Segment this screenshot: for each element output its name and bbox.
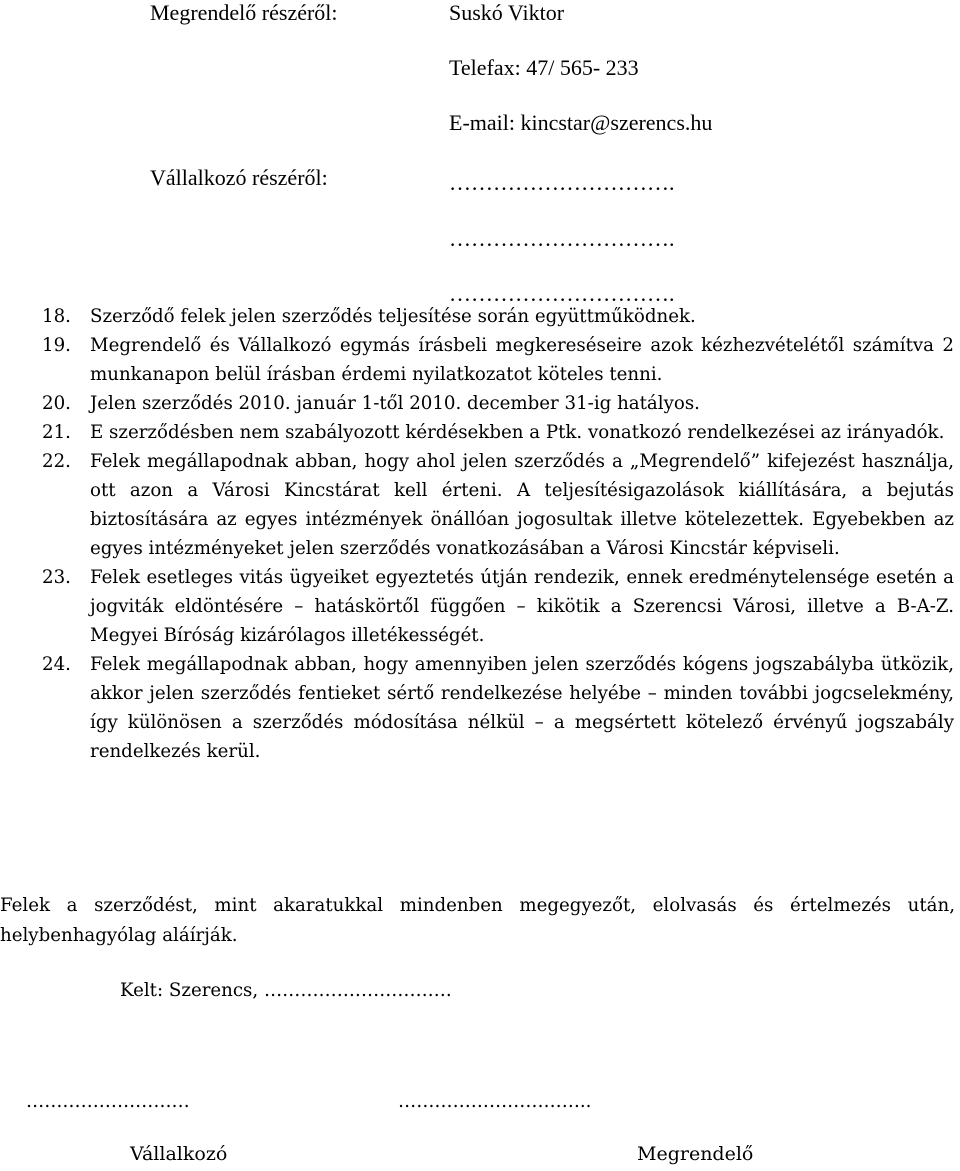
client-email: E-mail: kincstar@szerencs.hu: [449, 110, 713, 135]
clause-text: Felek megállapodnak abban, hogy amennyiben jelen szerződés kógens jogszabályba ütközik, akkor jelen szerződés fentieket sértő rendelkezése helyébe – minden további jogcselekmény, így különösen a szerződés módosítása nélkül – a megsértett kötelező érvényű jogszabály rendelkezés kerül.: [90, 654, 954, 762]
clause-text: Jelen szerződés 2010. január 1-től 2010. december 31-ig hatályos.: [90, 393, 700, 414]
client-signature-line: …………………………..: [398, 1091, 592, 1112]
clause-number: 18.: [42, 306, 71, 327]
clause-number: 20.: [42, 393, 71, 414]
contractor-signature-label: Vállalkozó: [130, 1143, 228, 1165]
clause-text: Felek megállapodnak abban, hogy ahol jelen szerződés a „Megrendelő” kifejezést használja, ott azon a Városi Kincstárat kell érteni. A teljesítésigazolások kiállítására, a bejutás biztosítására az egyes intézmények önállóan jogosultak illetve kötelezettek. Egyebekben az egyes intézményeket jelen szerződés vonatkozásában a Városi Kincstár képviseli.: [90, 451, 954, 559]
clause-text: Szerződő felek jelen szerződés teljesítése során együttműködnek.: [90, 306, 696, 327]
clause-21: [42, 418, 954, 447]
clause-text: Megrendelő és Vállalkozó egymás írásbeli megkereséseire azok kézhezvételétől számítva 2 munkanapon belül írásban érdemi nyilatkozatot köteles tenni.: [90, 335, 954, 385]
contractor-line-3: ………………………….: [449, 281, 675, 306]
clause-20: [42, 389, 954, 418]
closing-statement: Felek a szerződést, mint akaratukkal mindenben megegyezőt, elolvasás és értelmezés után, helybenhagyólag aláírják.: [0, 895, 955, 946]
clause-23: [42, 563, 954, 650]
client-name: Suskó Viktor: [449, 0, 565, 25]
clause-text: Felek esetleges vitás ügyeiket egyeztetés útján rendezik, ennek eredménytelensége esetén a jogviták eldöntésére – hatáskörtől függően – kikötik a Szerencsi Városi, illetve a B-A-Z. Megyei Bíróság kizárólagos illetékességét.: [90, 567, 954, 646]
contractor-line-2: ………………………….: [449, 226, 675, 251]
place-date-line: Kelt: Szerencs, ………………………….: [120, 980, 452, 1001]
clause-number: 21.: [42, 422, 71, 443]
clause-22: [42, 447, 954, 563]
clause-number: 19.: [42, 335, 71, 356]
contractor-line-1: ………………………….: [449, 170, 675, 195]
clause-number: 23.: [42, 567, 71, 588]
clause-number: 24.: [42, 654, 71, 675]
contractor-signature-line: ………………………: [26, 1091, 190, 1112]
client-fax: Telefax: 47/ 565- 233: [449, 55, 639, 80]
clause-list: [42, 302, 954, 766]
client-label: Megrendelő részéről:: [150, 0, 338, 25]
clause-text: E szerződésben nem szabályozott kérdésekben a Ptk. vonatkozó rendelkezései az irányadók.: [90, 422, 945, 443]
clause-18: [42, 302, 954, 331]
client-signature-label: Megrendelő: [637, 1143, 754, 1165]
clause-number: 22.: [42, 451, 71, 472]
clause-24: [42, 650, 954, 766]
clause-19: [42, 331, 954, 389]
contractor-label: Vállalkozó részéről:: [150, 165, 328, 190]
